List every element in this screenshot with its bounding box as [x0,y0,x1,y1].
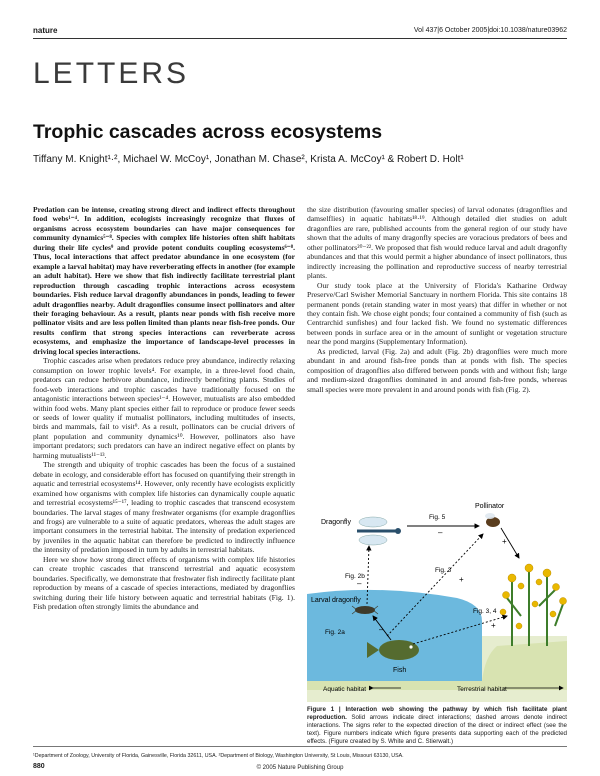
text-column-left [33,205,295,611]
sign-plus: + [459,575,464,584]
paragraph: Here we show how strong direct effects of organisms with complex life histories can create trophic cascades that transcend terrestrial and aquatic ecosystem boundaries. Specifically, we demonstrate that freshwater fish indirectly facilitate plant reproduction by means of a cascade of species interactions, mediated by dragonflies switching during their life history between aquatic and terrestrial habitats (Fig. 1). Fish predation often strongly limits the abundance and [33,554,295,612]
section-label: LETTERS [33,57,190,90]
page-number: 880 [33,763,45,770]
sign-minus: – [379,625,384,634]
journal-name: nature [33,26,58,35]
paragraph: As predicted, larval (Fig. 2a) and adult (Fig. 2b) dragonflies were much more abundant in and around fish-free ponds than at ponds with fish. The species composition of dragonflies also differed between ponds with and without fish; large and medium-sized dragonflies dominated in and around fish-free ponds, whereas small species were more prevalent in and around ponds with fish (Fig. 2). [307,346,567,394]
label-fig5: Fig. 5 [429,514,446,521]
sign-minus: – [438,528,443,537]
text-column-right [307,205,567,394]
pollinator-bee [485,513,500,527]
label-fig3: Fig. 3 [435,567,452,574]
label-larval-dragonfly: Larval dragonfly [311,597,361,604]
caption-body: Solid arrows indicate direct interactions; dashed arrows denote indirect interactions. The signs refer to the expected direction of the direct or indirect effect (see the text). Figure numbers indicate which figure presents data supporting each of the predicted effects. (Figure created by S. White and C. Stierwalt.) [307,714,567,745]
paragraph: Our study took place at the University of Florida's Katharine Ordway Preserve/Carl Swisher Memorial Sanctuary in northern Florida. This site contains 18 permanent ponds (retain standing water in most years) that differ in whether or not they contain fish. We chose eight ponds; four contained a community of fish (such as Centrarchid sunfishes) and four lacked fish. We found no systematic differences between ponds in surface area or in the amount of sunlight or vegetation structure near the pond margins (Supplementary Information). [307,280,567,347]
label-fish: Fish [393,667,407,674]
author-list: Tiffany M. Knight¹·², Michael W. McCoy¹, Jonathan M. Chase², Krista A. McCoy¹ & Robert D. Holt¹ [33,154,464,165]
copyright: © 2005 Nature Publishing Group [256,765,344,771]
sign-plus: + [491,621,496,630]
footnote-rule [33,746,567,747]
flowering-plants [500,564,567,646]
paragraph: the size distribution (favouring smaller species) of larval odonates (dragonflies and damselflies) in aquatic habitats¹⁸·¹⁹. Although detailed diet studies on adult dragonflies are rare, published accounts from the general region of our study have shown that the adults of many dragonfly species are voracious predators of bees and other pollinators²⁰⁻²². We proposed that fish would reduce larval and adult dragonfly abundances and that this would permit a higher abundance of insect pollinators, thus indirectly increasing the pollination and reproductive success of nearby terrestrial plants. [307,205,567,281]
header-rule [33,38,567,39]
paragraph: The strength and ubiquity of trophic cascades has been the focus of a sustained debate in ecology, and considerable effort has focused on quantifying their strength in aquatic and terrestrial ecosystems¹⁴. However, only recently have ecologists explicitly examined how organisms with complex life histories can dynamically couple aquatic and terrestrial ecosystems¹⁵⁻¹⁷, leading to trophic cascades that transcend ecosystem boundaries. The larval stages of many freshwater organisms (for example dragonflies and frogs) are vulnerable to a suite of aquatic predators, whereas the adult stages are important consumers in the terrestrial habitat. The intensity of predation experienced by juveniles in the aquatic habitat can therefore be predicted to indirectly influence the intensity of predation imposed in turn by adults in terrestrial habitats. [33,460,295,555]
figure-caption [307,706,567,746]
label-fig34: Fig. 3, 4 [473,608,497,615]
abstract: Predation can be intense, creating strong direct and indirect effects throughout food webs¹⁻⁴. In addition, ecologists increasingly recognize that fluxes of organisms across ecosystem boundaries can have major consequences for community dynamics⁵⁻⁸. Species with complex life histories often shift habitats during their life cycles⁹ and provide potent conduits coupling ecosystems⁶⁻⁸. Thus, local interactions that affect predator abundance in one ecosystem (for example a larval habitat) may have reverberating effects in another (for example an adult habitat). Here we show that fish indirectly facilitate terrestrial plant reproduction through cascading trophic interactions across ecosystem boundaries. Fish reduce larval dragonfly abundances in ponds, leading to fewer adult dragonflies nearby. Adult dragonflies consume insect pollinators and alter their foraging behaviour. As a result, plants near ponds with fish receive more pollinator visits and are less pollen limited than plants near fish-free ponds. Our results confirm that strong species interactions can reverberate across ecosystems, and emphasize the importance of landscape-level processes in driving local species interactions. [33,205,295,356]
issue-info: Vol 437|6 October 2005|doi:10.1038/nature03962 [413,27,567,34]
affiliation-footnote: ¹Department of Zoology, University of Florida, Gainesville, Florida 32611, USA. ²Department of Biology, Washington University, St Louis, Missouri 63130, USA. [33,753,404,759]
label-fig2b: Fig. 2b [345,573,365,580]
running-header [33,26,567,38]
label-pollinator: Pollinator [475,503,505,510]
label-aquatic-habitat: Aquatic habitat [323,686,367,693]
label-terrestrial-habitat: Terrestrial habitat [457,686,507,693]
sign-minus: – [357,579,362,588]
label-fig2a: Fig. 2a [325,629,345,636]
article-title: Trophic cascades across ecosystems [33,121,383,143]
sign-plus: + [502,537,507,546]
label-dragonfly: Dragonfly [321,519,351,526]
paragraph: Trophic cascades arise when predators reduce prey abundance, indirectly relaxing consumption on lower trophic levels⁴. For example, in a three-level food chain, predators can reduce herbivore abundance, indirectly benefiting plants. Studies of food-web interactions and trophic cascades have traditionally focused on the antagonistic interactions between species¹⁻⁴. However, mutualists are also embedded within food webs. Many plant species either fail to reproduce or produce fewer seeds or seeds of lower quality if mutualist pollinators, including multitudes of insects, birds and mammals, fail to visit⁹. As a result, pollinators can be crucial drivers of plant population and community dynamics¹⁰. However, pollinators also have important predators; such predators can have an indirect negative effect on plants by harming mutualists¹¹⁻¹³. [33,356,295,460]
adult-dragonfly [357,517,401,545]
caption-title: Figure 1 | Interaction web showing the pathway by which fish facilitate plant reproduction. [307,706,567,721]
figure-1-interaction-web [307,486,567,702]
